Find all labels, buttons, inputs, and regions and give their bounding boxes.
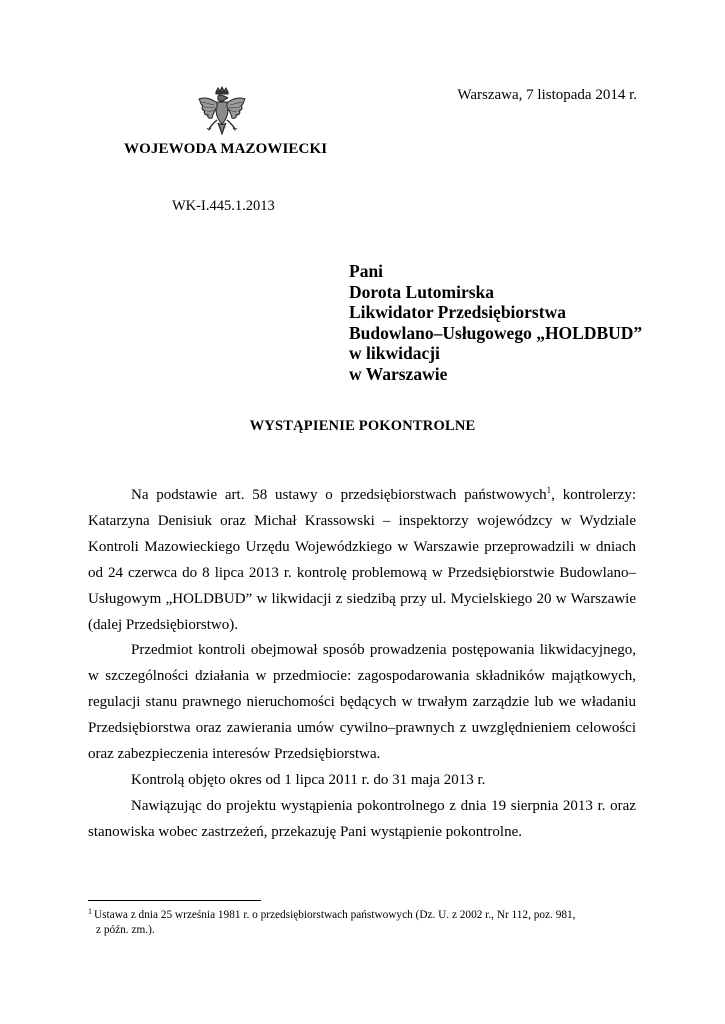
recipient-line: Budowlano–Usługowego „HOLDBUD” xyxy=(349,322,643,343)
recipient-line: w Warszawie xyxy=(349,363,448,384)
document-body xyxy=(88,483,636,846)
reference-number: WK-I.445.1.2013 xyxy=(172,198,275,214)
recipient-address xyxy=(349,261,642,385)
recipient-line: Pani xyxy=(349,261,384,281)
issuing-authority: WOJEWODA MAZOWIECKI xyxy=(124,141,328,157)
footnote-reference: 1 xyxy=(546,485,552,495)
document-title: WYSTĄPIENIE POKONTROLNE xyxy=(249,418,476,434)
recipient-line: Likwidator Przedsiębiorstwa xyxy=(349,302,566,323)
footnote-mark: 1 xyxy=(88,907,92,916)
polish-eagle-emblem-icon xyxy=(196,86,248,142)
footnote-separator xyxy=(88,900,261,901)
paragraph xyxy=(88,483,636,638)
paragraph: Nawiązując do projektu wystąpienia pokontrolnego z dnia 19 sierpnia 2013 r. oraz stanowiska wobec zastrzeżeń, przekazuję Pani wystąpienie pokontrolne. xyxy=(88,797,636,840)
footnote-line: z późn. zm.). xyxy=(96,924,155,936)
recipient-line: w likwidacji xyxy=(349,343,440,364)
paragraph: Przedmiot kontroli obejmował sposób prowadzenia postępowania likwidacyjnego, w szczególności działania w przedmiocie: zagospodarowania składników majątkowych, regulacji stanu prawnego nieruchomości będących w trwałym zarządzie lub we władaniu Przedsiębiorstwa oraz zawierania umów cywilno–prawnych z uwzględnieniem celowości oraz zabezpieczenia interesów Przedsiębiorstwa. xyxy=(88,642,636,763)
footnote-text: Ustawa z dnia 25 września 1981 r. o przedsiębiorstwach państwowych (Dz. U. z 2002 r., Nr 112, poz. 981, xyxy=(94,909,576,921)
paragraph-text: Na podstawie art. 58 ustawy o przedsiębiorstwach państwowych xyxy=(131,487,547,503)
paragraph-text: , kontrolerzy: Katarzyna Denisiuk oraz Michał Krassowski – inspektorzy wojewódzcy w Wydziale Kontroli Mazowieckiego Urzędu Wojewódzkiego w Warszawie przeprowadzili w dniach od 24 czerwca do 8 lipca 2013 r. kontrolę problemową w Przedsiębiorstwie Budowlano–Usługowym „HOLDBUD” w likwidacji z siedzibą przy ul. Mycielskiego 20 w Warszawie (dalej Przedsiębiorstwo). xyxy=(88,487,636,633)
footnote xyxy=(88,908,636,938)
document-date: Warszawa, 7 listopada 2014 r. xyxy=(457,87,637,103)
paragraph: Kontrolą objęto okres od 1 lipca 2011 r. do 31 maja 2013 r. xyxy=(131,771,486,788)
recipient-line: Dorota Lutomirska xyxy=(349,281,495,302)
footnote-line xyxy=(88,908,636,923)
